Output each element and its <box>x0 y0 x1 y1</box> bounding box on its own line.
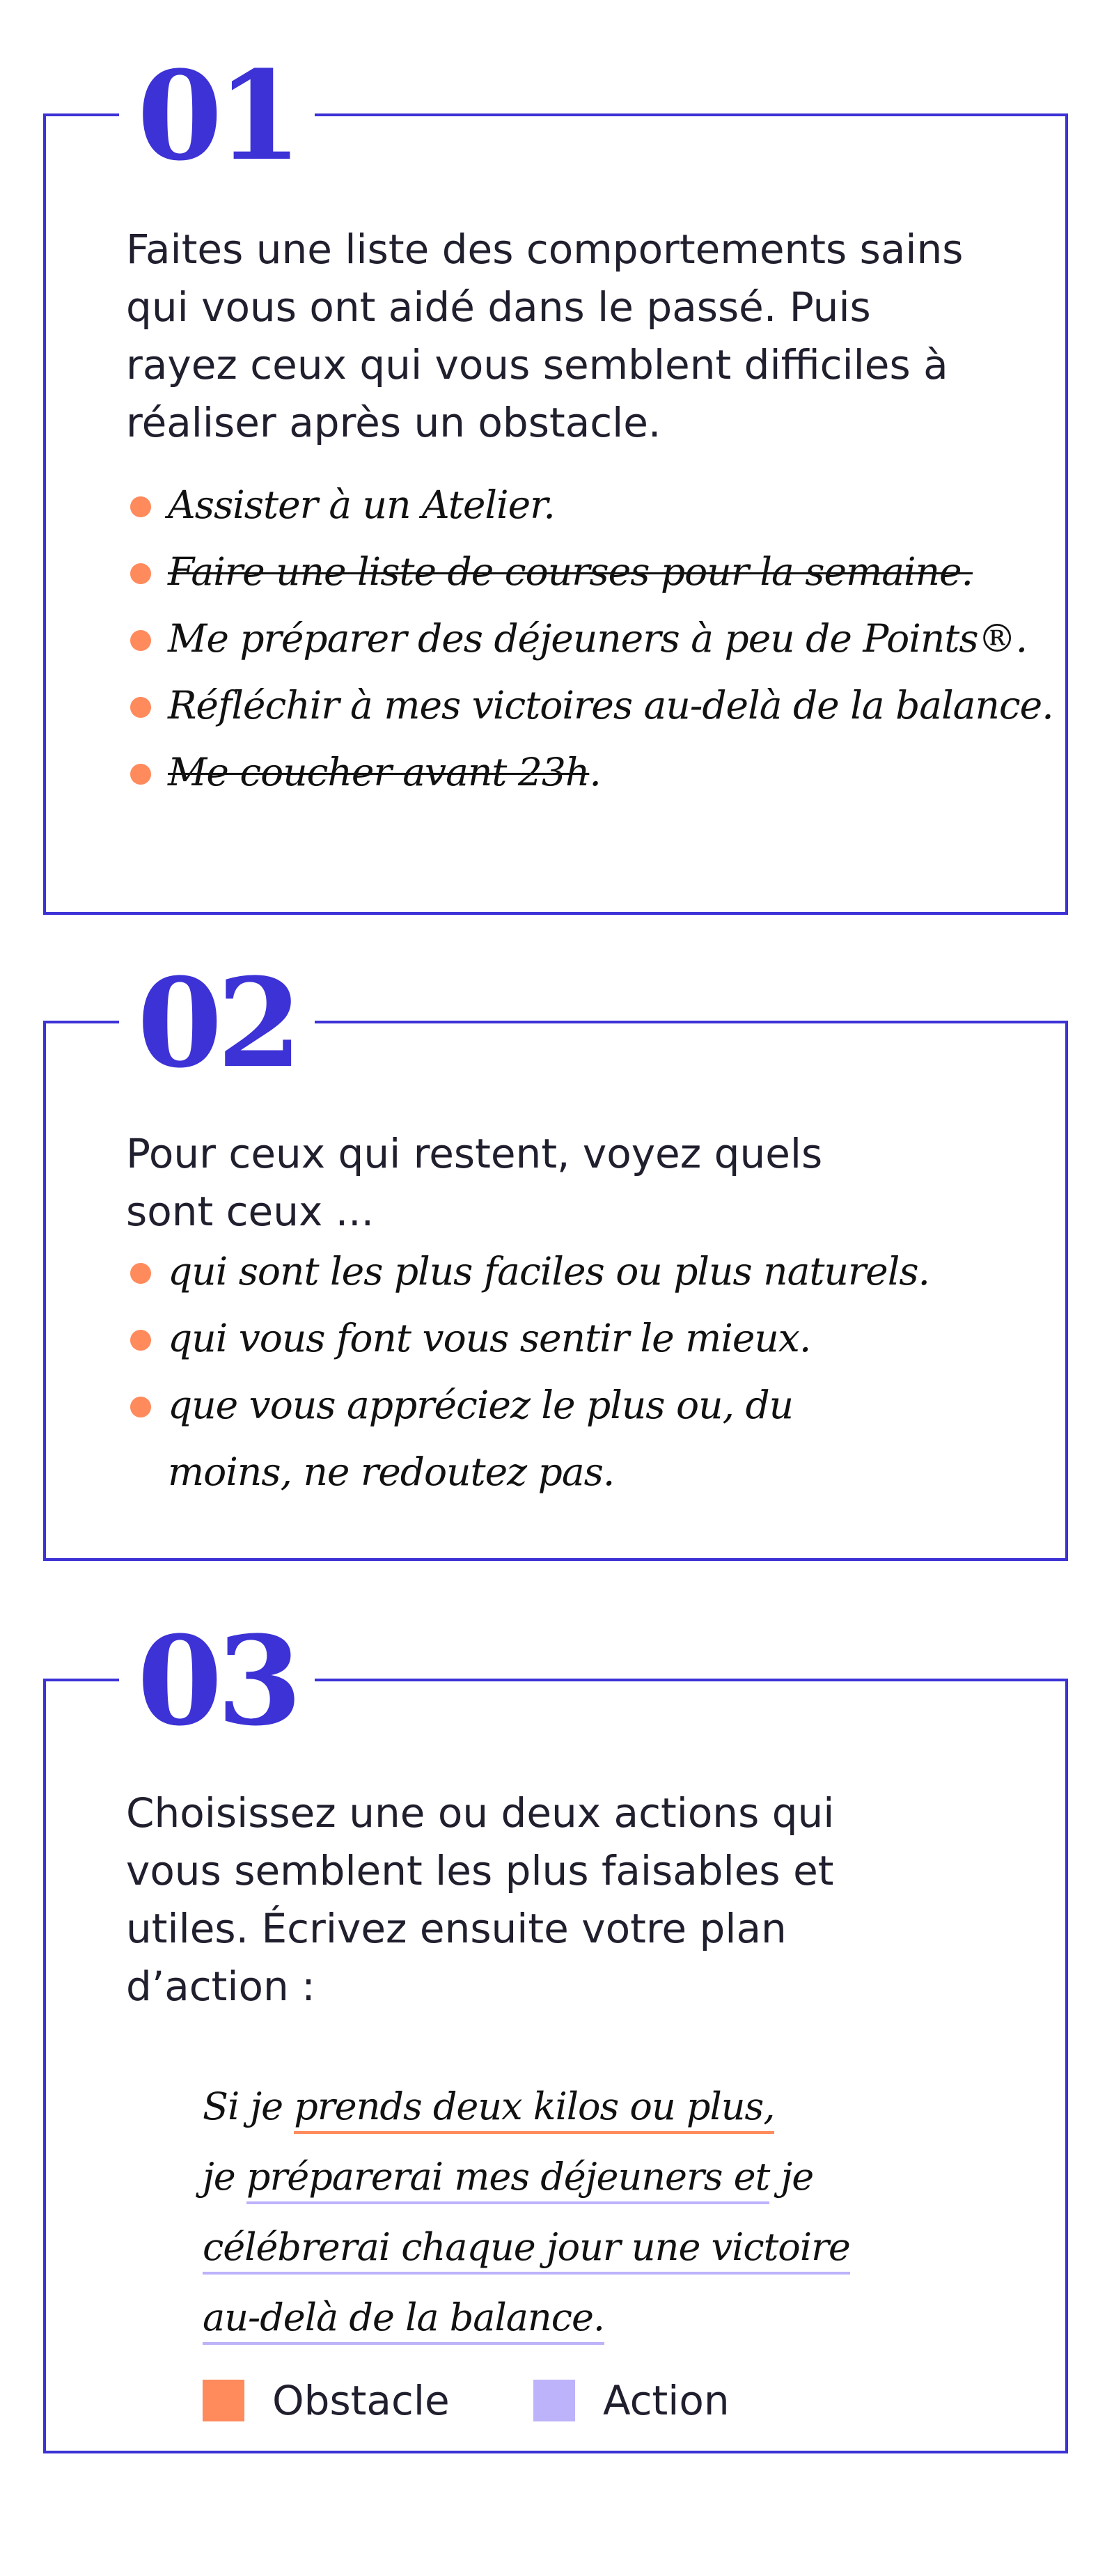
registered-mark: ®. <box>978 616 1028 661</box>
bullet-dot-icon <box>130 764 151 785</box>
list-item-text: Assister à un Atelier. <box>168 482 555 527</box>
step-3-instructions: Choisissez une ou deux actions qui vous semblent les plus faisables et utiles. Écrivez ensuite votre plan d’action : <box>126 1789 835 2010</box>
list-item <box>126 1305 929 1372</box>
list-item <box>126 605 1053 672</box>
bullet-dot-icon <box>130 1263 151 1284</box>
legend-label-obstacle: Obstacle <box>272 2377 450 2424</box>
bullet-dot-icon <box>130 563 151 584</box>
list-item-text: qui vous font vous sentir le mieux. <box>168 1316 811 1360</box>
list-item <box>126 1372 892 1505</box>
action-highlight: préparerai mes déjeuners et <box>246 2155 769 2204</box>
obstacle-highlight: prends deux kilos ou plus, <box>294 2084 774 2134</box>
step-2-card <box>43 951 1068 1561</box>
plan-line-1: Si je prends deux kilos ou plus, <box>203 2071 850 2142</box>
action-highlight: célébrerai chaque jour une victoire <box>203 2225 850 2275</box>
bullet-dot-icon <box>130 1397 151 1417</box>
list-item <box>126 672 1053 739</box>
action-plan-example <box>203 2071 850 2353</box>
step-1-card <box>43 44 1068 915</box>
step-2-instructions: Pour ceux qui restent, voyez quels sont ceux ... <box>126 1130 823 1235</box>
list-item-text: Réfléchir à mes victoires au-delà de la balance. <box>168 683 1053 728</box>
list-item-period: . <box>589 750 601 794</box>
list-item-text: qui sont les plus faciles ou plus naturels. <box>168 1249 930 1294</box>
plan-line-2: je préparerai mes déjeuners et je <box>203 2142 850 2212</box>
bullet-dot-icon <box>130 630 151 651</box>
step-3-number: 03 <box>119 1627 315 1736</box>
step-2-number: 02 <box>119 969 315 1078</box>
list-item-text: que vous appréciez le plus ou, du moins, ne redoutez pas. <box>168 1383 794 1494</box>
legend-label-action: Action <box>603 2377 730 2424</box>
plan-line-3 <box>203 2212 850 2282</box>
list-item-text: Me préparer des déjeuners à peu de Points <box>168 616 978 661</box>
bullet-dot-icon <box>130 697 151 718</box>
list-item <box>126 739 1053 806</box>
action-highlight: au-delà de la balance. <box>203 2295 604 2345</box>
action-swatch-icon <box>533 2380 575 2421</box>
list-item-text-struck: Faire une liste de courses pour la semaine. <box>168 549 973 594</box>
bullet-dot-icon <box>130 496 151 517</box>
step-2-criteria-list <box>126 1238 929 1505</box>
plan-line-4 <box>203 2282 850 2353</box>
list-item-text-struck: Me coucher avant 23h <box>168 750 590 794</box>
list-item <box>126 538 1053 605</box>
bullet-dot-icon <box>130 1330 151 1351</box>
step-3-card <box>43 1609 1068 2453</box>
step-1-behavior-list <box>126 471 1053 806</box>
obstacle-swatch-icon <box>203 2380 244 2421</box>
step-1-instructions: Faites une liste des comportements sains qui vous ont aidé dans le passé. Puis rayez ceux qui vous semblent difficiles à réaliser après un obstacle. <box>126 226 964 446</box>
step-1-number: 01 <box>119 62 315 171</box>
list-item <box>126 1238 929 1305</box>
list-item <box>126 471 1053 538</box>
